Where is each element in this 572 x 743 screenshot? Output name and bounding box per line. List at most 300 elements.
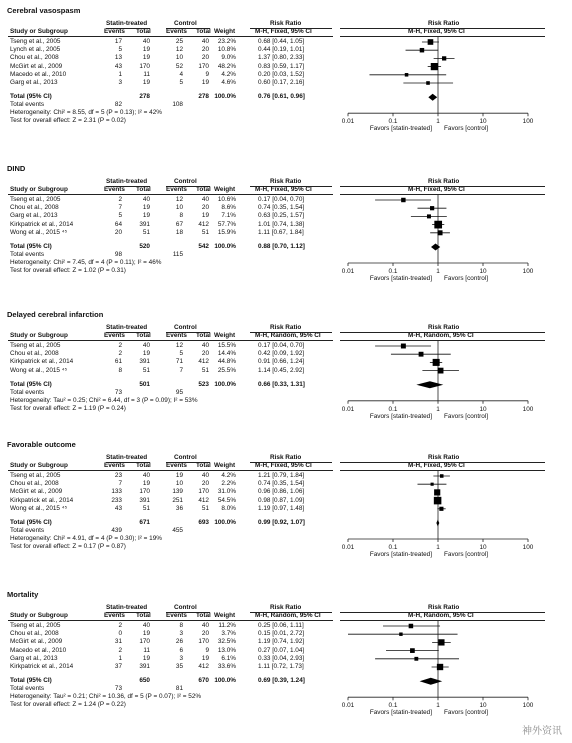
study-point-estimate: [410, 648, 415, 653]
events-statin: 133: [111, 488, 122, 496]
study-name: Kirkpatrick et al., 2014: [10, 220, 74, 228]
overall-effect-text: Test for overall effect: Z = 1.02 (P = 0.31): [10, 267, 126, 274]
study-name: McGirt et al., 2009: [10, 62, 63, 70]
events-header-1: Events: [104, 186, 125, 193]
favors-right-label: Favors [control]: [444, 551, 489, 558]
total-control: 9: [205, 70, 209, 78]
group1-header: Statin-treated: [106, 178, 148, 185]
events-control: 5: [179, 350, 183, 358]
study-name: Garg et al., 2013: [10, 79, 58, 86]
events-control: 251: [172, 496, 183, 504]
total-control: 51: [201, 228, 209, 236]
heterogeneity-text: Heterogeneity: Chi² = 7.45, df = 4 (P = 0.11); I² = 46%: [10, 259, 162, 266]
favors-left-label: Favors [statin-treated]: [369, 275, 432, 282]
x-tick-label: 0.1: [388, 702, 398, 710]
study-weight: 9.0%: [221, 54, 236, 62]
total-statin: 51: [142, 228, 150, 236]
study-weight: 3.7%: [221, 630, 236, 638]
x-tick-label: 10: [479, 702, 487, 710]
group-underline: [106, 28, 150, 29]
group-underline: [106, 332, 150, 333]
events-statin: 7: [118, 480, 122, 488]
header-rule: [8, 340, 333, 341]
study-weight: 54.5%: [217, 496, 236, 504]
total-header-1: Total: [136, 186, 151, 193]
study-name: Kirkpatrick et al., 2014: [10, 663, 74, 670]
group-underline: [106, 462, 150, 463]
events-statin: 2: [118, 196, 122, 203]
total-weight: 100.0%: [214, 243, 236, 250]
total-control: 20: [201, 630, 209, 638]
group2-header: Control: [174, 324, 197, 331]
total-events-statin: 82: [114, 101, 122, 109]
group2-header: Control: [174, 454, 197, 461]
events-control: 8: [179, 622, 183, 629]
study-weight: 7.1%: [221, 212, 236, 220]
risk-ratio-ci: 1.01 [0.74, 1.38]: [258, 220, 305, 228]
group-underline: [250, 462, 332, 463]
study-point-estimate: [442, 56, 446, 60]
total-label: Total (95% CI): [10, 519, 52, 526]
x-tick-label: 100: [522, 702, 534, 710]
study-name: Chou et al., 2008: [10, 350, 59, 358]
group1-header: Statin-treated: [106, 324, 148, 331]
forest-panel: [0, 6, 572, 156]
total-statin: 40: [142, 342, 150, 349]
risk-ratio-header-left: Risk Ratio: [270, 324, 302, 331]
total-header-1: Total: [136, 462, 151, 469]
total-header-2: Total: [196, 332, 211, 339]
total-control: 40: [201, 342, 209, 349]
events-control: 67: [175, 220, 183, 228]
events-statin: 43: [114, 62, 122, 70]
risk-ratio-ci: 0.91 [0.66, 1.24]: [258, 358, 305, 366]
risk-ratio-ci: 0.17 [0.04, 0.70]: [258, 342, 305, 349]
risk-ratio-ci: 0.33 [0.04, 2.93]: [258, 654, 305, 662]
total-control: 20: [201, 480, 209, 488]
header-rule: [8, 620, 333, 621]
total-statin: 170: [139, 638, 150, 646]
total-statin: 170: [139, 488, 150, 496]
total-statin: 51: [142, 504, 150, 512]
risk-ratio-ci: 1.19 [0.74, 1.92]: [258, 638, 305, 646]
method-header-right: M-H, Random, 95% CI: [408, 612, 474, 619]
study-weight: 2.2%: [221, 480, 236, 488]
total-statin: 170: [139, 62, 150, 70]
events-control: 10: [175, 480, 183, 488]
total-weight: 100.0%: [214, 677, 236, 685]
risk-ratio-ci: 1.14 [0.45, 2.92]: [258, 366, 305, 374]
total-control: 19: [201, 654, 209, 662]
risk-ratio-ci: 0.83 [0.59, 1.17]: [258, 62, 305, 70]
x-tick-label: 0.1: [388, 544, 398, 551]
study-col-header: Study or Subgroup: [10, 332, 68, 339]
total-weight: 100.0%: [214, 380, 236, 388]
risk-ratio-ci: 0.96 [0.86, 1.06]: [258, 488, 305, 496]
total-events-control: 115: [172, 251, 183, 258]
events-control: 12: [175, 342, 183, 349]
total-control: 412: [198, 220, 209, 228]
method-header-left: M-H, Random, 95% CI: [255, 332, 321, 339]
x-tick-label: 100: [522, 405, 534, 413]
study-point-estimate: [409, 624, 414, 629]
events-control: 6: [179, 646, 183, 654]
events-header-1: Events: [104, 28, 125, 35]
risk-ratio-header-left: Risk Ratio: [270, 178, 302, 185]
events-control: 36: [175, 504, 183, 512]
favors-right-label: Favors [control]: [444, 275, 489, 282]
total-control: 20: [201, 350, 209, 358]
forest-plot-area: [340, 194, 540, 283]
total-label: Total (95% CI): [10, 243, 52, 250]
events-header-2: Events: [166, 186, 187, 193]
pooled-estimate-diamond: [428, 94, 437, 101]
study-point-estimate: [440, 474, 444, 478]
total-statin: 520: [139, 243, 150, 250]
total-statin: 19: [142, 212, 150, 220]
events-header-1: Events: [104, 462, 125, 469]
study-name: Lynch et al., 2005: [10, 46, 61, 54]
pooled-estimate-diamond: [431, 244, 440, 251]
study-point-estimate: [427, 214, 431, 218]
study-weight: 32.5%: [217, 638, 236, 646]
total-control: 9: [205, 646, 209, 654]
study-point-estimate: [401, 198, 405, 202]
total-statin: 650: [139, 677, 150, 685]
study-name: Macedo et al., 2010: [10, 70, 67, 78]
x-tick-label: 10: [479, 544, 487, 551]
total-risk-ratio-ci: 0.76 [0.61, 0.96]: [258, 93, 305, 101]
x-tick-label: 100: [522, 268, 534, 275]
risk-ratio-header-right: Risk Ratio: [428, 324, 460, 331]
study-name: Chou et al., 2008: [10, 630, 59, 638]
risk-ratio-ci: 0.44 [0.19, 1.01]: [258, 46, 305, 54]
risk-ratio-ci: 1.21 [0.79, 1.84]: [258, 472, 305, 479]
heterogeneity-text: Heterogeneity: Tau² = 0.21; Chi² = 10.36, df = 5 (P = 0.07); I² = 52%: [10, 693, 202, 701]
x-tick-label: 1: [436, 268, 440, 275]
study-name: Kirkpatrick et al., 2014: [10, 358, 74, 366]
group-underline: [250, 28, 332, 29]
group-underline: [166, 28, 210, 29]
study-name: Wong et al., 2015 ⁴⁵: [10, 228, 68, 236]
study-point-estimate: [438, 230, 443, 235]
total-events-label: Total events: [10, 388, 45, 396]
study-weight: 25.5%: [217, 366, 236, 374]
total-statin: 11: [143, 646, 150, 654]
events-control: 52: [175, 62, 183, 70]
x-tick-label: 10: [479, 405, 487, 413]
x-tick-label: 0.01: [341, 544, 355, 551]
total-statin: 40: [142, 38, 150, 45]
total-label: Total (95% CI): [10, 380, 52, 388]
x-tick-label: 0.01: [341, 405, 355, 413]
total-risk-ratio-ci: 0.88 [0.70, 1.12]: [258, 243, 305, 250]
events-statin: 5: [118, 212, 122, 220]
total-control: 20: [201, 46, 209, 54]
total-header-1: Total: [136, 612, 151, 619]
events-statin: 2: [118, 646, 122, 654]
events-control: 5: [179, 79, 183, 86]
total-statin: 19: [142, 654, 150, 662]
total-statin: 40: [142, 472, 150, 479]
events-control: 25: [175, 38, 183, 45]
panel-title: Cerebral vasospasm: [7, 6, 81, 15]
x-tick-label: 0.1: [388, 268, 398, 275]
group1-header: Statin-treated: [106, 454, 148, 461]
study-weight: 44.8%: [217, 358, 236, 366]
risk-ratio-ci: 0.74 [0.35, 1.54]: [258, 480, 305, 488]
risk-ratio-ci: 1.37 [0.80, 2.33]: [258, 54, 305, 62]
study-point-estimate: [437, 664, 443, 670]
events-statin: 43: [114, 504, 122, 512]
method-header-left: M-H, Fixed, 95% CI: [255, 28, 312, 35]
events-statin: 23: [114, 472, 122, 479]
x-tick-label: 1: [436, 544, 440, 551]
study-point-estimate: [438, 368, 444, 374]
total-header-2: Total: [196, 28, 211, 35]
study-name: Macedo et al., 2010: [10, 646, 67, 654]
risk-ratio-ci: 1.11 [0.67, 1.84]: [258, 228, 304, 236]
events-statin: 233: [111, 496, 122, 504]
forest-panel: [0, 310, 572, 460]
events-statin: 0: [118, 630, 122, 638]
study-point-estimate: [434, 497, 442, 505]
study-name: Tseng et al., 2005: [10, 38, 61, 45]
group-underline: [106, 612, 150, 613]
header-rule: [8, 194, 333, 195]
favors-left-label: Favors [statin-treated]: [369, 412, 432, 420]
header-rule: [8, 36, 333, 37]
forest-plot-area: [340, 340, 540, 421]
total-header-1: Total: [136, 28, 151, 35]
study-point-estimate: [420, 48, 424, 52]
events-header-1: Events: [104, 332, 125, 339]
method-header-left: M-H, Random, 95% CI: [255, 612, 321, 619]
study-name: Wong et al., 2015 ⁴⁵: [10, 504, 68, 512]
study-weight: 4.6%: [221, 79, 236, 86]
panel-title: Mortality: [7, 590, 39, 599]
x-tick-label: 100: [522, 118, 534, 126]
study-weight: 57.7%: [217, 220, 236, 228]
total-events-label: Total events: [10, 101, 45, 109]
study-point-estimate: [414, 657, 418, 661]
study-name: Wong et al., 2015 ⁴⁵: [10, 366, 68, 374]
total-header-2: Total: [196, 186, 211, 193]
events-control: 12: [175, 196, 183, 203]
forest-plot-area: [340, 620, 540, 717]
weight-header: Weight: [214, 332, 236, 339]
total-events-label: Total events: [10, 251, 45, 258]
x-tick-label: 0.01: [341, 702, 355, 710]
study-weight: 33.6%: [217, 663, 236, 670]
events-statin: 61: [114, 358, 122, 366]
group2-header: Control: [174, 604, 197, 611]
total-control: 19: [201, 79, 209, 86]
forest-panel: [0, 440, 572, 590]
pooled-estimate-diamond: [436, 520, 439, 527]
total-events-statin: 73: [114, 388, 122, 396]
group-underline: [166, 186, 210, 187]
events-statin: 20: [114, 228, 122, 236]
total-statin: 391: [139, 220, 150, 228]
total-events-control: 455: [172, 527, 183, 534]
favors-left-label: Favors [statin-treated]: [369, 551, 432, 558]
method-header-right: M-H, Fixed, 95% CI: [408, 186, 465, 193]
group-underline: [166, 462, 210, 463]
panel-title: Delayed cerebral infarction: [7, 310, 104, 319]
study-weight: 4.2%: [221, 472, 236, 479]
study-weight: 11.2%: [218, 622, 236, 629]
events-statin: 31: [114, 638, 122, 646]
total-header-1: Total: [136, 332, 151, 339]
x-tick-label: 0.1: [388, 405, 398, 413]
study-point-estimate: [399, 632, 402, 635]
events-control: 8: [179, 212, 183, 220]
overall-effect-text: Test for overall effect: Z = 1.24 (P = 0.22): [10, 701, 126, 709]
study-weight: 14.4%: [217, 350, 236, 358]
risk-ratio-header-right: Risk Ratio: [428, 454, 460, 461]
favors-right-label: Favors [control]: [444, 125, 489, 133]
risk-ratio-ci: 0.20 [0.03, 1.52]: [258, 70, 305, 78]
risk-ratio-header-left: Risk Ratio: [270, 604, 302, 611]
events-control: 12: [175, 46, 183, 54]
study-point-estimate: [434, 221, 442, 229]
events-statin: 1: [118, 70, 122, 78]
events-statin: 2: [118, 350, 122, 358]
events-statin: 1: [118, 654, 122, 662]
risk-ratio-ci: 0.15 [0.01, 2.72]: [258, 630, 305, 638]
study-col-header: Study or Subgroup: [10, 186, 68, 193]
group2-header: Control: [174, 178, 197, 185]
pooled-estimate-diamond: [420, 678, 443, 685]
events-header-2: Events: [166, 28, 187, 35]
study-col-header: Study or Subgroup: [10, 462, 68, 469]
total-events-control: 81: [175, 685, 183, 693]
events-control: 3: [179, 654, 183, 662]
total-control: 20: [201, 54, 209, 62]
total-statin: 19: [142, 480, 150, 488]
risk-ratio-ci: 0.17 [0.04, 0.70]: [258, 196, 305, 203]
events-control: 139: [172, 488, 183, 496]
study-weight: 8.0%: [221, 504, 236, 512]
risk-ratio-ci: 0.68 [0.44, 1.05]: [258, 38, 305, 45]
total-control: 170: [198, 62, 209, 70]
total-statin: 19: [142, 46, 150, 54]
events-statin: 64: [114, 220, 122, 228]
study-name: Garg et al., 2013: [10, 654, 58, 662]
study-point-estimate: [431, 483, 434, 486]
events-control: 71: [175, 358, 183, 366]
overall-effect-text: Test for overall effect: Z = 1.19 (P = 0.24): [10, 404, 126, 412]
risk-ratio-ci: 1.19 [0.97, 1.48]: [258, 504, 305, 512]
risk-ratio-ci: 0.98 [0.87, 1.09]: [258, 496, 305, 504]
study-name: Kirkpatrick et al., 2014: [10, 496, 74, 504]
overall-effect-text: Test for overall effect: Z = 2.31 (P = 0.02): [10, 117, 126, 125]
total-control: 170: [198, 638, 209, 646]
study-point-estimate: [434, 489, 440, 495]
events-statin: 37: [114, 663, 122, 670]
total-statin: 51: [142, 366, 150, 374]
events-header-2: Events: [166, 612, 187, 619]
total-statin: 19: [142, 350, 150, 358]
total-control: 40: [201, 472, 209, 479]
group-underline: [340, 332, 545, 333]
group1-header: Statin-treated: [106, 604, 148, 611]
group-underline: [250, 332, 332, 333]
events-control: 26: [175, 638, 183, 646]
study-name: Tseng et al., 2005: [10, 472, 61, 479]
events-statin: 17: [114, 38, 122, 45]
risk-ratio-ci: 0.74 [0.35, 1.54]: [258, 204, 305, 212]
panel-title: Favorable outcome: [7, 440, 76, 449]
events-control: 10: [175, 204, 183, 212]
events-header-1: Events: [104, 612, 125, 619]
total-statin: 391: [139, 496, 150, 504]
total-label: Total (95% CI): [10, 93, 52, 101]
method-header-left: M-H, Fixed, 95% CI: [255, 462, 312, 469]
group-underline: [340, 28, 545, 29]
group2-header: Control: [174, 20, 197, 27]
risk-ratio-ci: 0.27 [0.07, 1.04]: [258, 646, 305, 654]
x-tick-label: 10: [479, 268, 487, 275]
total-statin: 19: [142, 54, 150, 62]
events-statin: 5: [118, 46, 122, 54]
study-name: Tseng et al., 2005: [10, 622, 61, 629]
events-control: 3: [179, 630, 183, 638]
events-header-2: Events: [166, 332, 187, 339]
total-control: 693: [198, 519, 209, 526]
x-tick-label: 1: [436, 702, 440, 710]
study-point-estimate: [426, 81, 430, 85]
study-name: McGirt et al., 2009: [10, 488, 63, 496]
watermark: 神外资讯: [522, 726, 562, 737]
study-name: Garg et al., 2013: [10, 212, 58, 220]
total-risk-ratio-ci: 0.66 [0.33, 1.31]: [258, 380, 305, 388]
x-tick-label: 1: [436, 405, 440, 413]
forest-plot-area: [340, 36, 540, 133]
events-statin: 8: [118, 366, 122, 374]
events-control: 7: [179, 366, 183, 374]
total-events-statin: 73: [114, 685, 122, 693]
study-weight: 31.0%: [217, 488, 236, 496]
method-header-left: M-H, Fixed, 95% CI: [255, 186, 312, 193]
events-control: 18: [175, 228, 183, 236]
forest-panel: [0, 590, 572, 740]
total-control: 20: [201, 204, 209, 212]
events-statin: 13: [114, 54, 122, 62]
heterogeneity-text: Heterogeneity: Tau² = 0.25; Chi² = 6.44, df = 3 (P = 0.09); I² = 53%: [10, 396, 198, 404]
risk-ratio-header-right: Risk Ratio: [428, 20, 460, 27]
study-point-estimate: [419, 352, 424, 357]
group-underline: [250, 612, 332, 613]
events-statin: 7: [118, 204, 122, 212]
favors-right-label: Favors [control]: [444, 709, 489, 717]
events-control: 10: [175, 54, 183, 62]
study-point-estimate: [438, 639, 444, 645]
events-statin: 2: [118, 342, 122, 349]
x-tick-label: 10: [479, 118, 487, 126]
events-statin: 2: [118, 622, 122, 629]
total-header-2: Total: [196, 462, 211, 469]
panel-title: DIND: [7, 164, 26, 173]
study-point-estimate: [431, 63, 438, 70]
total-statin: 391: [139, 663, 150, 670]
events-control: 19: [175, 472, 183, 479]
total-events-statin: 98: [114, 251, 122, 258]
total-control: 412: [198, 496, 209, 504]
total-statin: 671: [139, 519, 150, 526]
total-header-2: Total: [196, 612, 211, 619]
